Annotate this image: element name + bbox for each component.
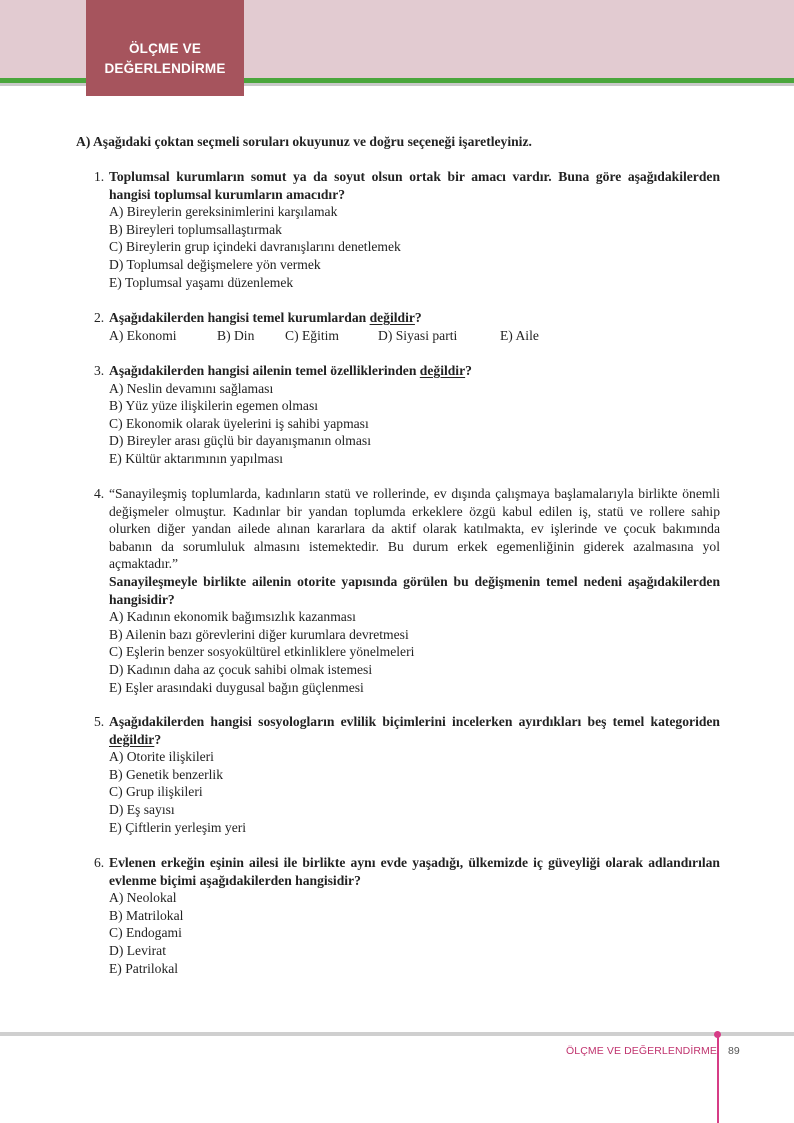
option-d[interactable]: D) Bireyler arası güçlü bir dayanışmanın olması (109, 433, 371, 449)
section-tab (86, 0, 244, 96)
option-a[interactable]: A) Neslin devamını sağlaması (109, 380, 274, 396)
question-number: 6. (94, 855, 105, 870)
option-a[interactable]: A) Kadının ekonomik bağımsızlık kazanması (109, 609, 356, 625)
footer-divider (717, 1034, 719, 1123)
option-e[interactable]: E) Toplumsal yaşamı düzenlemek (109, 274, 294, 290)
question-3 (94, 362, 720, 468)
stem-text: Aşağıdakilerden hangisi sosyologların evlilik biçimlerini incelerken ayırdıkları beş temel kategoriden (109, 714, 720, 729)
stem-end: ? (154, 731, 162, 747)
option-b[interactable]: B) Ailenin bazı görevlerini diğer kurumlara devretmesi (109, 626, 409, 642)
footer-dot (714, 1031, 721, 1038)
stem-end: ? (465, 363, 472, 378)
option-e[interactable]: E) Eşler arasındaki duygusal bağın güçlenmesi (109, 679, 364, 695)
question-number: 3. (94, 363, 105, 378)
option-a[interactable]: A) Neolokal (109, 890, 177, 906)
option-b[interactable]: B) Bireyleri toplumsallaştırmak (109, 221, 282, 237)
stem-end: ? (414, 310, 422, 325)
option-b[interactable]: B) Genetik benzerlik (109, 766, 223, 782)
question-1 (94, 168, 720, 291)
question-number: 1. (94, 169, 105, 184)
option-b[interactable]: B) Din (217, 327, 255, 343)
stem-text: Aşağıdakilerden hangisi ailenin temel özelliklerinden (109, 363, 420, 378)
stem-text: Aşağıdakilerden hangisi temel kurumlardan (109, 310, 370, 325)
footer-section-label: ÖLÇME VE DEĞERLENDİRME (566, 1045, 717, 1057)
option-c[interactable]: C) Eğitim (285, 327, 339, 343)
option-d[interactable]: D) Kadının daha az çocuk sahibi olmak istemesi (109, 661, 373, 677)
question-stem (109, 309, 720, 327)
option-c[interactable]: C) Grup ilişkileri (109, 784, 203, 800)
question-stem: Evlenen erkeğin eşinin ailesi ile birlikte aynı evde yaşadığı, ülkemizde iç güveyliği olarak adlandırılan evlenme biçimi aşağıdakilerden hangisidir? (109, 855, 720, 888)
question-passage: “Sanayileşmiş toplumlarda, kadınların statü ve rollerinde, ev dışında çalışmaya başlamalarıyla birlikte önemli değişmeler olmuştur. Kadınlar bir yandan toplumda erkeklere özgü kabul edilen iş, statü ve rollere sahip olurken diğer yandan ailede alınan kararlara da aktif olarak katılmakta, ev işlerinde ve çocuk bakımında babanın da sorumluluk almasını istemektedir. Bu durum erkek egemenliğinin giderek azalmasına yol açmaktadır.” (109, 486, 720, 572)
question-stem: Toplumsal kurumların somut ya da soyut olsun ortak bir amacı vardır. Buna göre aşağıdakilerden hangisi toplumsal kurumların amacıdır? (109, 169, 720, 202)
option-e[interactable]: E) Kültür aktarımının yapılması (109, 450, 284, 466)
option-d[interactable]: D) Eş sayısı (109, 801, 175, 817)
option-c[interactable]: C) Eşlerin benzer sosyokültürel etkinliklere yönelmeleri (109, 644, 415, 660)
option-e[interactable]: E) Aile (500, 327, 539, 343)
section-tab-line2: DEĞERLENDİRME (104, 61, 226, 76)
stem-underlined: değildir (369, 310, 415, 325)
page-number: 89 (728, 1045, 740, 1057)
option-d[interactable]: D) Levirat (109, 942, 166, 958)
option-a[interactable]: A) Bireylerin gereksinimlerini karşılamak (109, 204, 338, 220)
option-e[interactable]: E) Patrilokal (109, 960, 179, 976)
option-c[interactable]: C) Endogami (109, 925, 182, 941)
instructions: A) Aşağıdaki çoktan seçmeli soruları okuyunuz ve doğru seçeneği işaretleyiniz. (76, 134, 532, 149)
option-b[interactable]: B) Yüz yüze ilişkilerin egemen olması (109, 398, 319, 414)
question-number: 4. (94, 486, 105, 501)
option-b[interactable]: B) Matrilokal (109, 907, 184, 923)
question-5 (94, 713, 720, 836)
question-6 (94, 854, 720, 977)
option-c[interactable]: C) Ekonomik olarak üyelerini iş sahibi yapması (109, 415, 369, 431)
footer-rule (0, 1032, 794, 1036)
option-d[interactable]: D) Siyasi parti (378, 327, 458, 343)
option-d[interactable]: D) Toplumsal değişmelere yön vermek (109, 256, 321, 272)
question-2 (94, 309, 720, 344)
question-number: 2. (94, 310, 105, 325)
question-stem (109, 713, 720, 748)
section-tab-line1: ÖLÇME VE (128, 41, 202, 56)
question-stem (109, 362, 720, 380)
option-c[interactable]: C) Bireylerin grup içindeki davranışlarını denetlemek (109, 239, 401, 255)
stem-underlined: değildir (109, 731, 155, 747)
option-a[interactable]: A) Otorite ilişkileri (109, 749, 214, 765)
inline-options (109, 327, 720, 345)
question-number: 5. (94, 714, 105, 729)
option-e[interactable]: E) Çiftlerin yerleşim yeri (109, 819, 247, 835)
question-stem: Sanayileşmeyle birlikte ailenin otorite yapısında görülen bu değişmenin temel nedeni aşağıdakilerden hangisidir? (109, 573, 720, 607)
stem-underlined: değildir (419, 363, 466, 378)
question-4 (94, 485, 720, 696)
option-a[interactable]: A) Ekonomi (109, 327, 177, 343)
